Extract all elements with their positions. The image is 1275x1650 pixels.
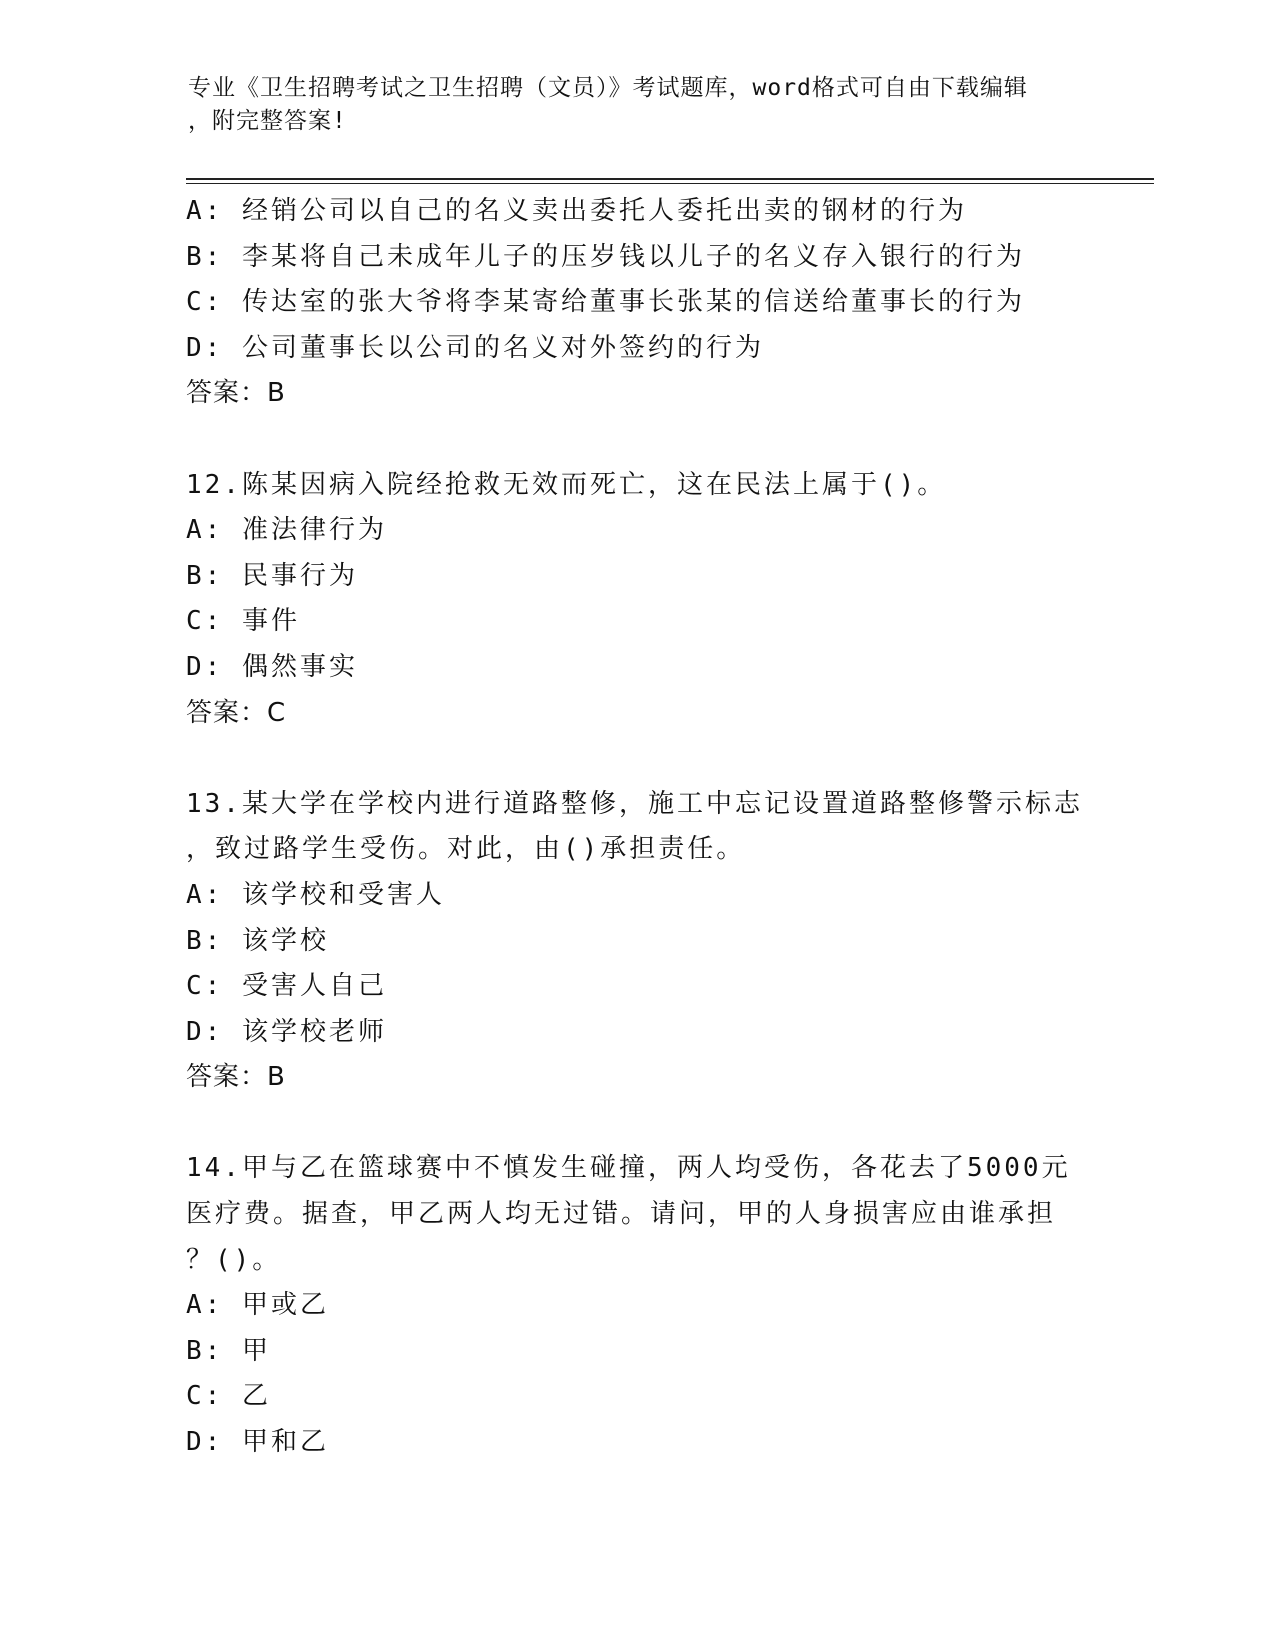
question-11: [186, 189, 1146, 417]
question-stem-continued: 医疗费。据查，甲乙两人均无过错。请问，甲的人身损害应由谁承担: [186, 1199, 1057, 1230]
question-14: [186, 1146, 1146, 1465]
option-a: A: 该学校和受害人: [186, 879, 445, 910]
question-stem-continued: ，致过路学生受伤。对此，由()承担责任。: [186, 834, 746, 865]
answer: 答案：B: [186, 1062, 286, 1093]
answer: 答案：C: [186, 697, 287, 728]
spacer: [186, 417, 1146, 463]
question-stem-continued: ？()。: [186, 1244, 282, 1275]
header-divider-thin: [186, 183, 1154, 184]
option-c: C: 事件: [186, 606, 300, 637]
option-a: A: 准法律行为: [186, 515, 387, 546]
option-b: B: 甲: [186, 1335, 271, 1366]
option-d: D: 该学校老师: [186, 1016, 387, 1047]
header-line-2: ，附完整答案!: [188, 108, 347, 134]
option-d: D: 偶然事实: [186, 651, 358, 682]
option-c: C: 乙: [186, 1381, 271, 1412]
spacer: [186, 736, 1146, 782]
option-b: B: 李某将自己未成年儿子的压岁钱以儿子的名义存入银行的行为: [186, 241, 1025, 272]
question-list: [186, 189, 1146, 1466]
header-line-1: 专业《卫生招聘考试之卫生招聘（文员）》考试题库，word格式可自由下载编辑: [188, 75, 1028, 101]
answer: 答案：B: [186, 378, 286, 409]
option-d: D: 公司董事长以公司的名义对外签约的行为: [186, 332, 764, 363]
option-b: B: 民事行为: [186, 560, 358, 591]
option-c: C: 受害人自己: [186, 971, 387, 1002]
option-d: D: 甲和乙: [186, 1427, 329, 1458]
question-12: [186, 463, 1146, 737]
document-header: [188, 72, 1088, 138]
spacer: [186, 1101, 1146, 1147]
question-stem: 12.陈某因病入院经抢救无效而死亡，这在民法上属于()。: [186, 469, 947, 500]
option-c: C: 传达室的张大爷将李某寄给董事长张某的信送给董事长的行为: [186, 287, 1025, 318]
question-stem: 13.某大学在学校内进行道路整修，施工中忘记设置道路整修警示标志: [186, 788, 1083, 819]
header-divider-thick: [186, 178, 1154, 180]
option-a: A: 甲或乙: [186, 1290, 329, 1321]
option-a: A: 经销公司以自己的名义卖出委托人委托出卖的钢材的行为: [186, 196, 967, 226]
question-stem: 14.甲与乙在篮球赛中不慎发生碰撞，两人均受伤，各花去了5000元: [186, 1153, 1071, 1184]
question-13: [186, 782, 1146, 1101]
option-b: B: 该学校: [186, 925, 329, 956]
